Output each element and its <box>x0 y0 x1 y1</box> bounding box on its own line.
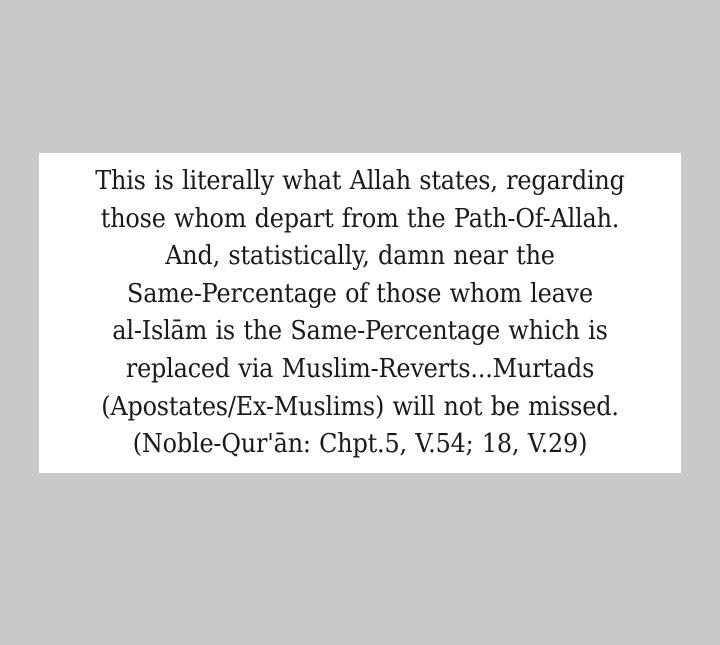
quote-line: And, statistically, damn near the <box>165 241 555 272</box>
text-card <box>39 153 681 473</box>
quote-line: Same-Percentage of those whom leave <box>127 278 593 309</box>
quote-line: This is literally what Allah states, regarding <box>95 166 625 196</box>
quote-text <box>65 163 656 464</box>
quote-citation: (Noble-Qur'ān: Chpt.5, V.54; 18, V.29) <box>132 429 588 460</box>
quote-line: replaced via Muslim-Reverts...Murtads <box>125 353 595 384</box>
quote-line: those whom depart from the Path-Of-Allah. <box>100 203 620 234</box>
quote-line: al-Islām is the Same-Percentage which is <box>112 316 608 347</box>
quote-line: (Apostates/Ex-Muslims) will not be missed. <box>101 391 619 422</box>
